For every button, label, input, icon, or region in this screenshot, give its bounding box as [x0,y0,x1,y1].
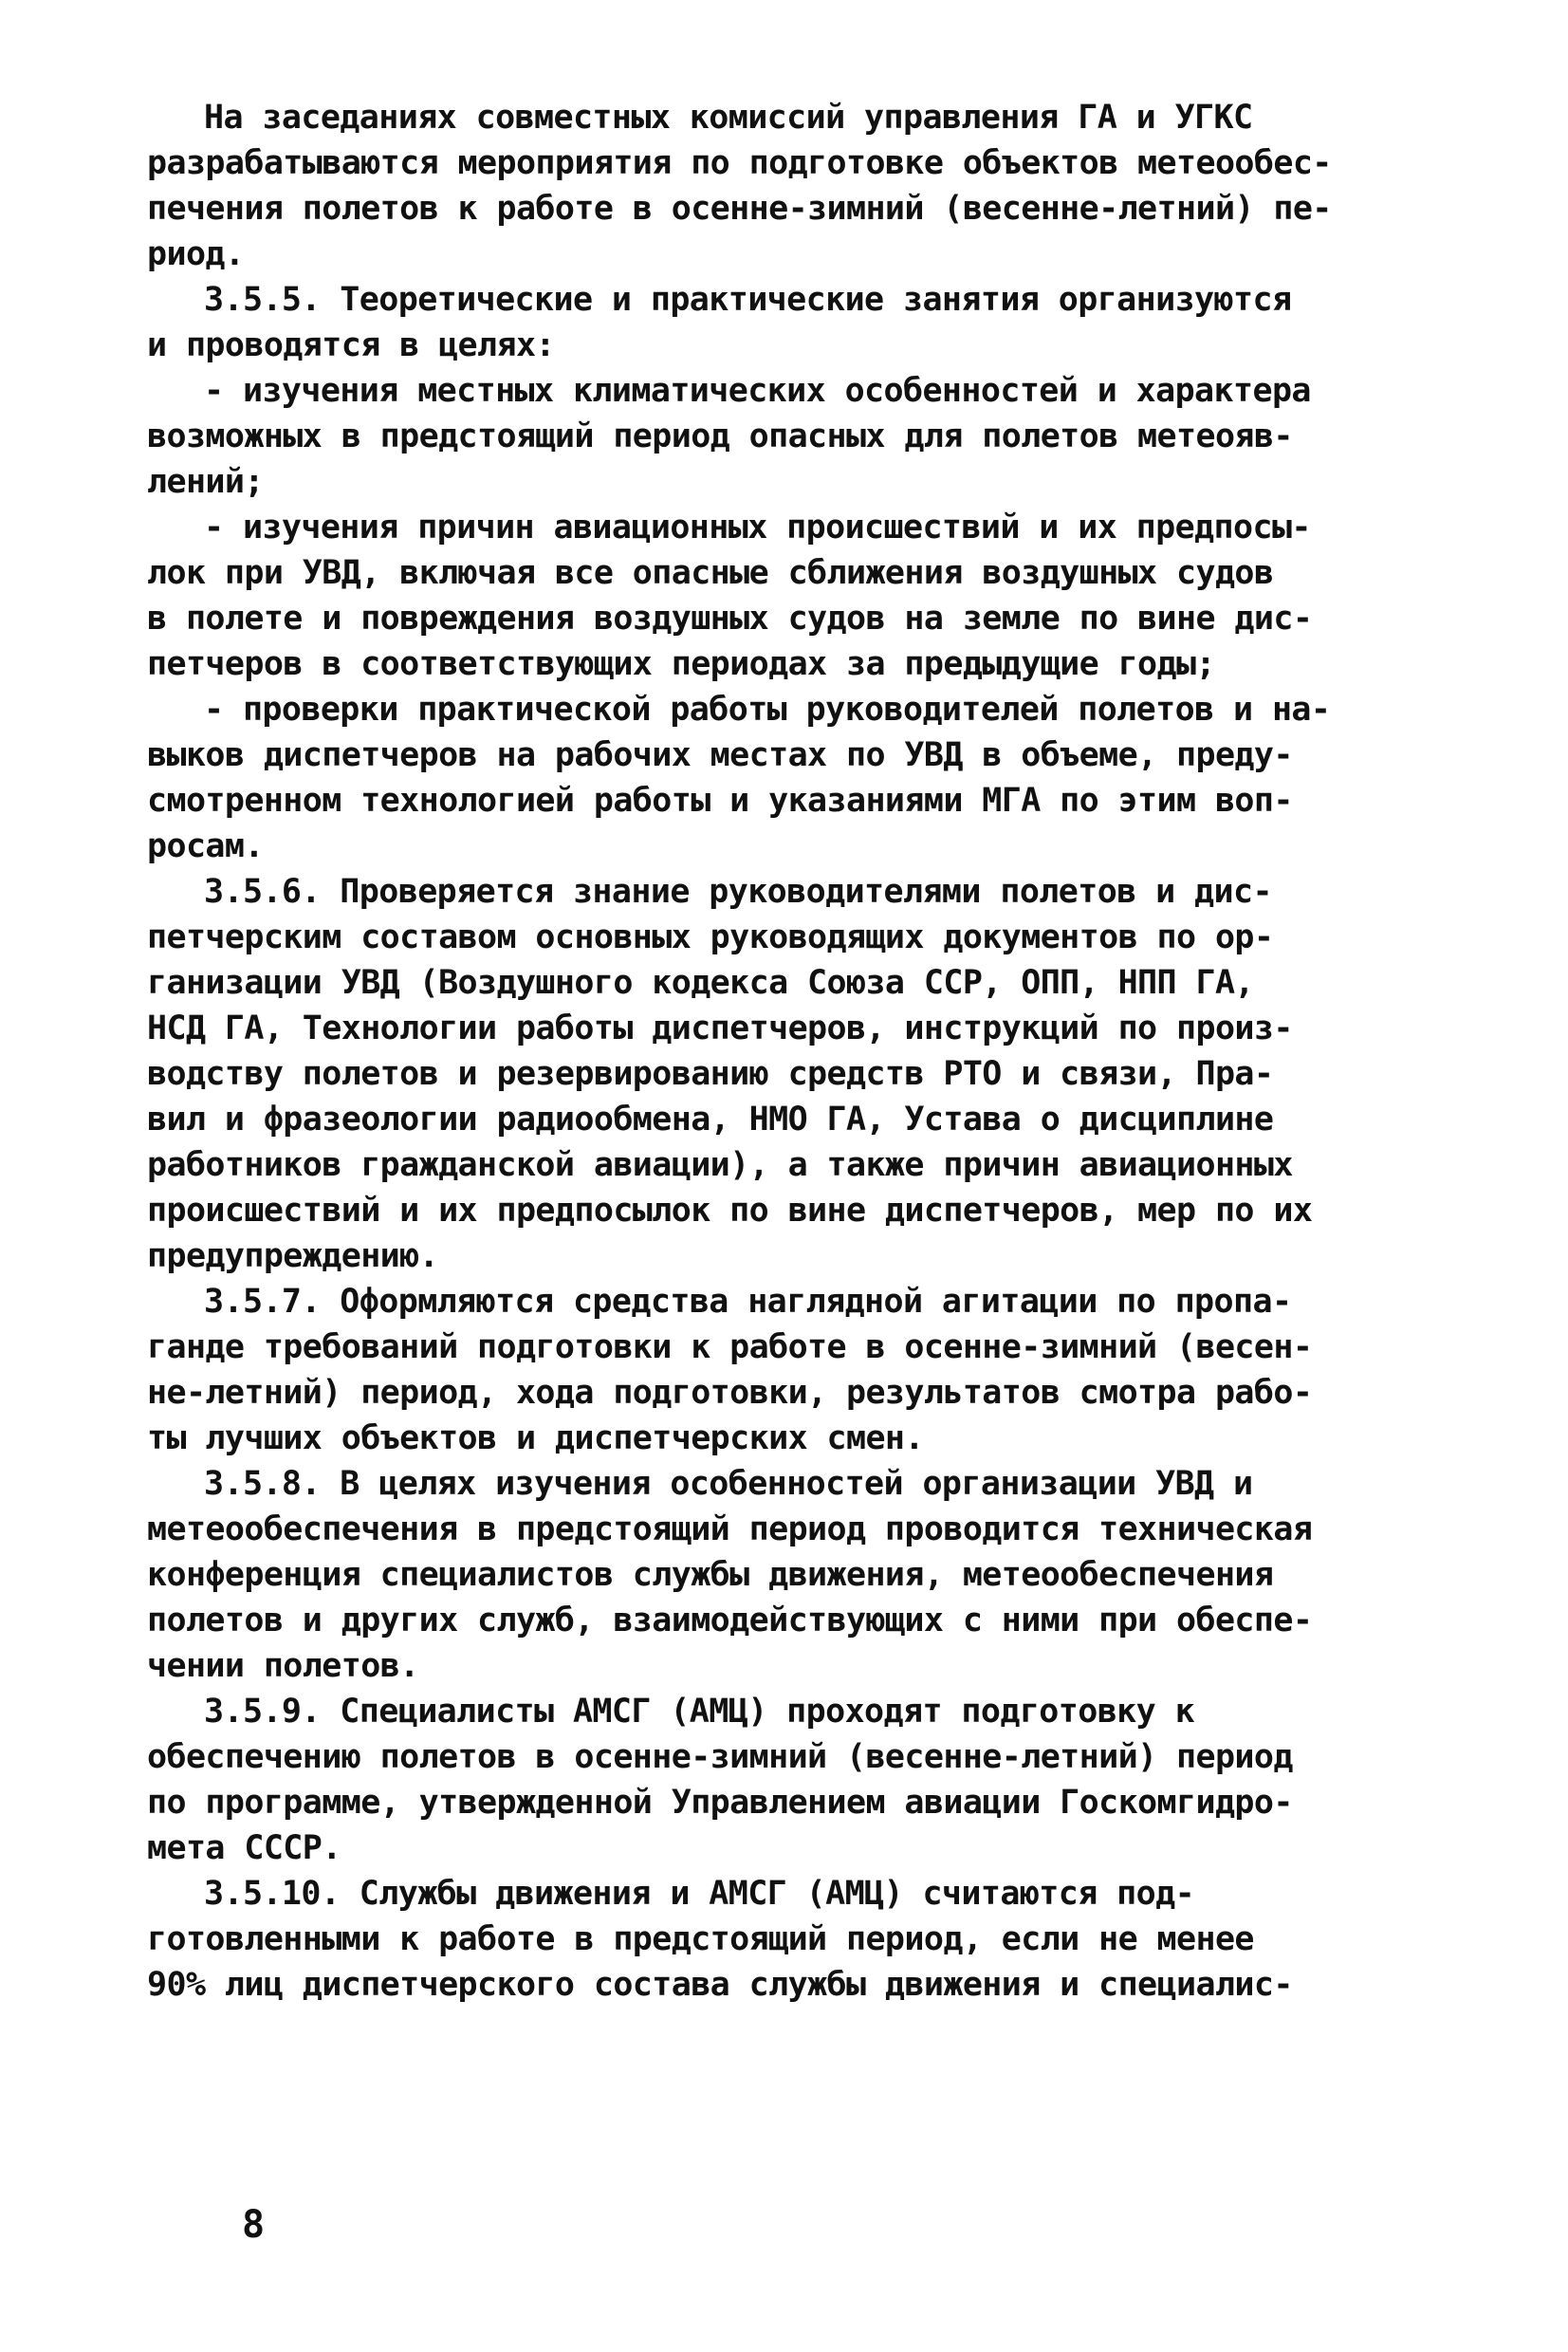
text-line: и проводятся в целях: [147,326,555,364]
text-line: печения полетов к работе в осенне-зимний (весенне-летний) пе- [147,190,1332,228]
text-line: обеспечению полетов в осенне-зимний (весенне-летний) период [147,1738,1293,1776]
text-line: водству полетов и резервированию средств РТО и связи, Пра- [147,1055,1274,1093]
text-line: работников гражданской авиации), а также причин авиационных [147,1146,1293,1184]
text-line: ганизации УВД (Воздушного кодекса Союза ССР, ОПП, НПП ГА, [147,964,1254,1002]
text-line: 3.5.8. В целях изучения особенностей организации УВД и [204,1465,1253,1503]
text-line: росам. [147,827,264,865]
text-line: - изучения местных климатических особенностей и характера [204,372,1311,410]
text-line: лок при УВД, включая все опасные сближения воздушных судов [147,554,1274,592]
text-line: разрабатываются мероприятия по подготовке объектов метеообес- [147,144,1332,182]
text-line: 3.5.5. Теоретические и практические занятия организуются [204,281,1292,319]
text-line: чении полетов. [147,1647,419,1685]
text-line: петчеров в соответствующих периодах за предыдущие годы; [147,645,1215,683]
text-line: 90% лиц диспетчерского состава службы движения и специалис- [147,1966,1293,2004]
text-line: происшествий и их предпосылок по вине диспетчеров, мер по их [147,1192,1313,1230]
text-line: вил и фразеологии радиообмена, НМО ГА, Устава о дисциплине [147,1101,1274,1139]
text-line: петчерским составом основных руководящих документов по ор- [147,918,1274,956]
text-line: в полете и повреждения воздушных судов на земле по вине дис- [147,600,1313,638]
text-line: риод. [147,235,245,273]
text-line: НСД ГА, Технологии работы диспетчеров, инструкций по произ- [147,1009,1293,1047]
text-line: конференция специалистов службы движения, метеообеспечения [147,1556,1274,1594]
text-line: 3.5.6. Проверяется знание руководителями полетов и дис- [204,873,1272,911]
text-line: по программе, утвержденной Управлением авиации Госкомгидро- [147,1784,1293,1822]
text-line: мета СССР. [147,1829,341,1867]
text-line: 3.5.9. Специалисты АМСГ (АМЦ) проходят подготовку к [204,1693,1195,1731]
text-line: готовленными к работе в предстоящий период, если не менее [147,1920,1254,1958]
document-page [147,95,1470,2008]
text-line: 3.5.10. Службы движения и АМСГ (АМЦ) считаются под- [204,1875,1195,1913]
text-line: - проверки практической работы руководителей полетов и на- [204,691,1331,729]
text-line: лений; [147,463,264,501]
text-line: не-летний) период, хода подготовки, результатов смотра рабо- [147,1374,1313,1412]
text-line: возможных в предстоящий период опасных для полетов метеояв- [147,417,1293,455]
text-line: ганде требований подготовки к работе в осенне-зимний (весен- [147,1328,1313,1366]
text-line: предупреждению. [147,1237,439,1275]
text-line: 3.5.7. Оформляются средства наглядной агитации по пропа- [204,1283,1292,1321]
text-line: выков диспетчеров на рабочих местах по УВД в объеме, преду- [147,736,1293,774]
text-line: ты лучших объектов и диспетчерских смен. [147,1419,924,1457]
text-line: - изучения причин авиационных происшествий и их предпосы- [204,509,1311,546]
page-number: 8 [242,2203,266,2247]
text-line: На заседаниях совместных комиссий управления ГА и УГКС [204,99,1253,137]
text-line: смотренном технологией работы и указаниями МГА по этим воп- [147,782,1293,820]
text-line: полетов и других служб, взаимодействующих с ними при обеспе- [147,1602,1313,1639]
text-line: метеообеспечения в предстоящий период проводится техническая [147,1510,1313,1548]
